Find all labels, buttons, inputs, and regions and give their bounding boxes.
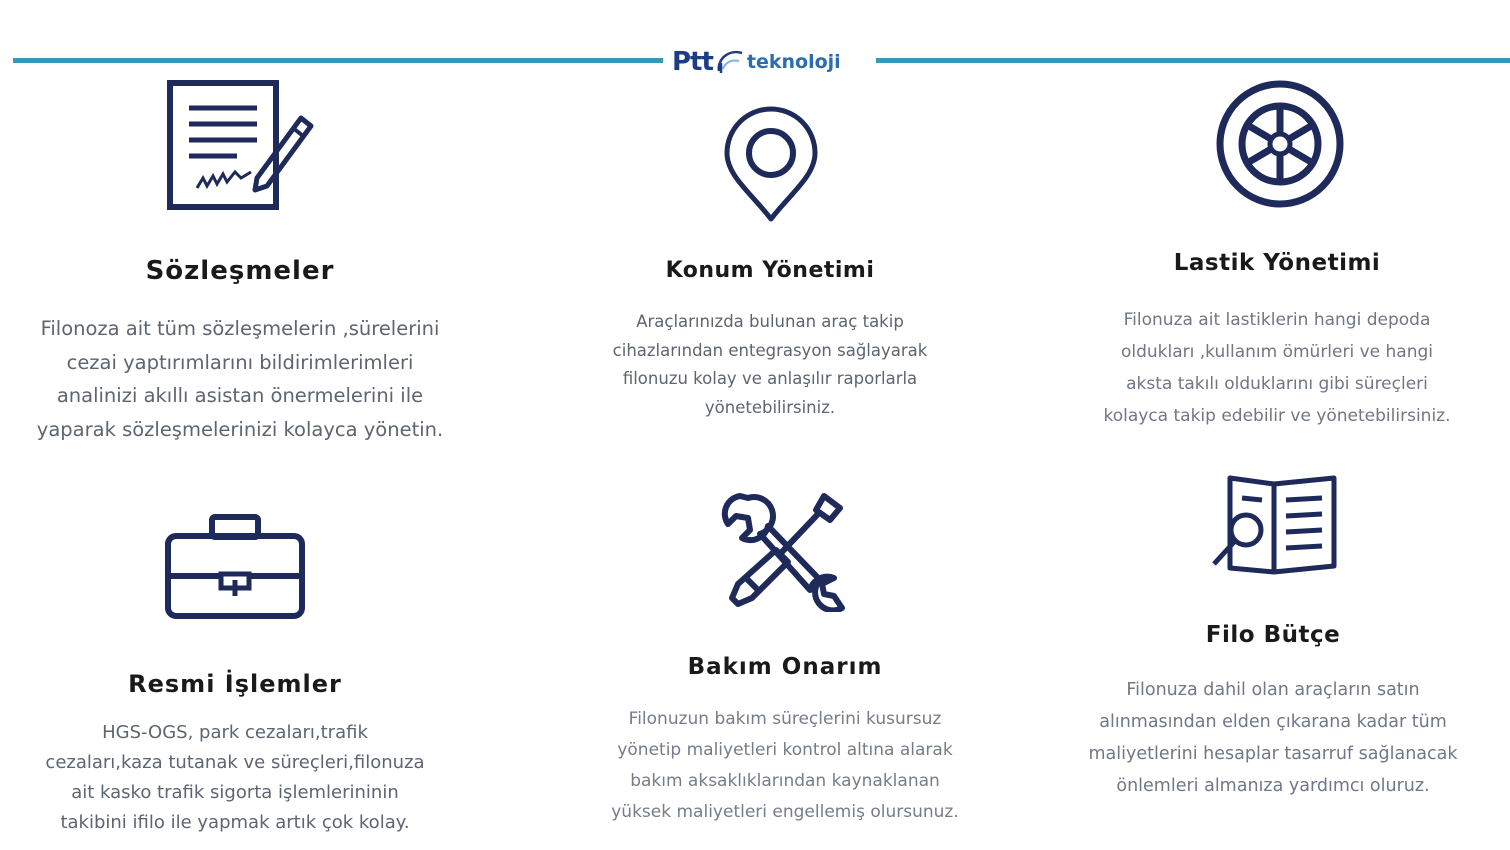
feature-description [560, 308, 980, 422]
logo-ptt-text: Ptt [672, 47, 713, 77]
feature-official-procedures [0, 510, 470, 840]
report-magnifier-icon [1208, 474, 1338, 578]
description-line: HGS-OGS, park cezaları,trafik [102, 722, 368, 743]
briefcase-icon [165, 512, 305, 622]
description-line: cihazlarından entegrasyon sağlayarak [612, 340, 928, 360]
description-line: kolayca takip edebilir ve yönetebilirsiniz. [1103, 406, 1451, 426]
description-line: yüksek maliyetleri engellemiş olursunuz. [611, 802, 959, 822]
feature-fleet-budget [1058, 474, 1488, 814]
description-line: Filonuza dahil olan araçların satın [1126, 680, 1420, 700]
description-line: takibini ifilo ile yapmak artık çok kolay. [60, 812, 410, 833]
feature-title: Konum Yönetimi [665, 258, 875, 283]
feature-title: Lastik Yönetimi [1173, 250, 1381, 276]
description-line: alınmasından elden çıkarana kadar tüm [1099, 712, 1447, 732]
feature-maintenance [570, 488, 1000, 833]
description-line: bakım aksaklıklarından kaynaklanan [630, 771, 940, 791]
contract-signature-icon [165, 80, 315, 212]
feature-description [1058, 674, 1488, 802]
feature-description [0, 718, 470, 838]
feature-title: Resmi İşlemler [128, 670, 342, 698]
feature-tires [1070, 78, 1484, 438]
description-line: Araçlarınızda bulunan araç takip [636, 312, 904, 331]
description-line: aksta takılı olduklarını gibi süreçleri [1126, 374, 1428, 394]
feature-description [0, 312, 480, 446]
logo-swoosh-icon [715, 45, 745, 79]
description-line: yaparak sözleşmelerinizi kolayca yönetin. [36, 417, 444, 441]
feature-contracts [0, 80, 480, 460]
description-line: analinizi akıllı asistan önermelerini ile [56, 384, 424, 407]
feature-title: Filo Bütçe [1205, 622, 1341, 648]
description-line: maliyetlerini hesaplar tasarruf sağlanacak [1088, 744, 1458, 764]
ptt-teknoloji-logo [672, 40, 862, 84]
header-divider-right [876, 58, 1510, 63]
logo-teknoloji-text: teknoloji [746, 51, 841, 73]
description-line: yönetip maliyetleri kontrol altına alarak [617, 740, 953, 760]
description-line: Filonuza ait lastiklerin hangi depoda [1123, 310, 1431, 330]
wrench-screwdriver-icon [720, 488, 850, 612]
feature-title: Bakım Onarım [687, 654, 883, 680]
location-pin-icon [722, 106, 820, 224]
feature-location [560, 100, 980, 440]
description-line: cezai yaptırımlarını bildirimlerimleri [66, 350, 414, 374]
description-line: oldukları ,kullanım ömürleri ve hangi [1120, 342, 1434, 362]
description-line: önlemleri almanıza yardımcı oluruz. [1116, 776, 1430, 796]
description-line: filonuzu kolay ve anlaşılır raporlarla [622, 369, 918, 388]
description-line: cezaları,kaza tutanak ve süreçleri,filonuza [45, 752, 425, 773]
description-line: Filonuzun bakım süreçlerini kusursuz [628, 709, 942, 729]
feature-title: Sözleşmeler [145, 256, 335, 286]
description-line: ait kasko trafik sigorta işlemlerininin [71, 782, 399, 803]
description-line: yönetebilirsiniz. [704, 397, 836, 417]
feature-description [570, 704, 1000, 828]
feature-description [1070, 304, 1484, 432]
header-divider-left [13, 58, 663, 63]
description-line: Filonoza ait tüm sözleşmelerin ,sürelerini [40, 317, 440, 340]
tire-wheel-icon [1214, 78, 1346, 210]
